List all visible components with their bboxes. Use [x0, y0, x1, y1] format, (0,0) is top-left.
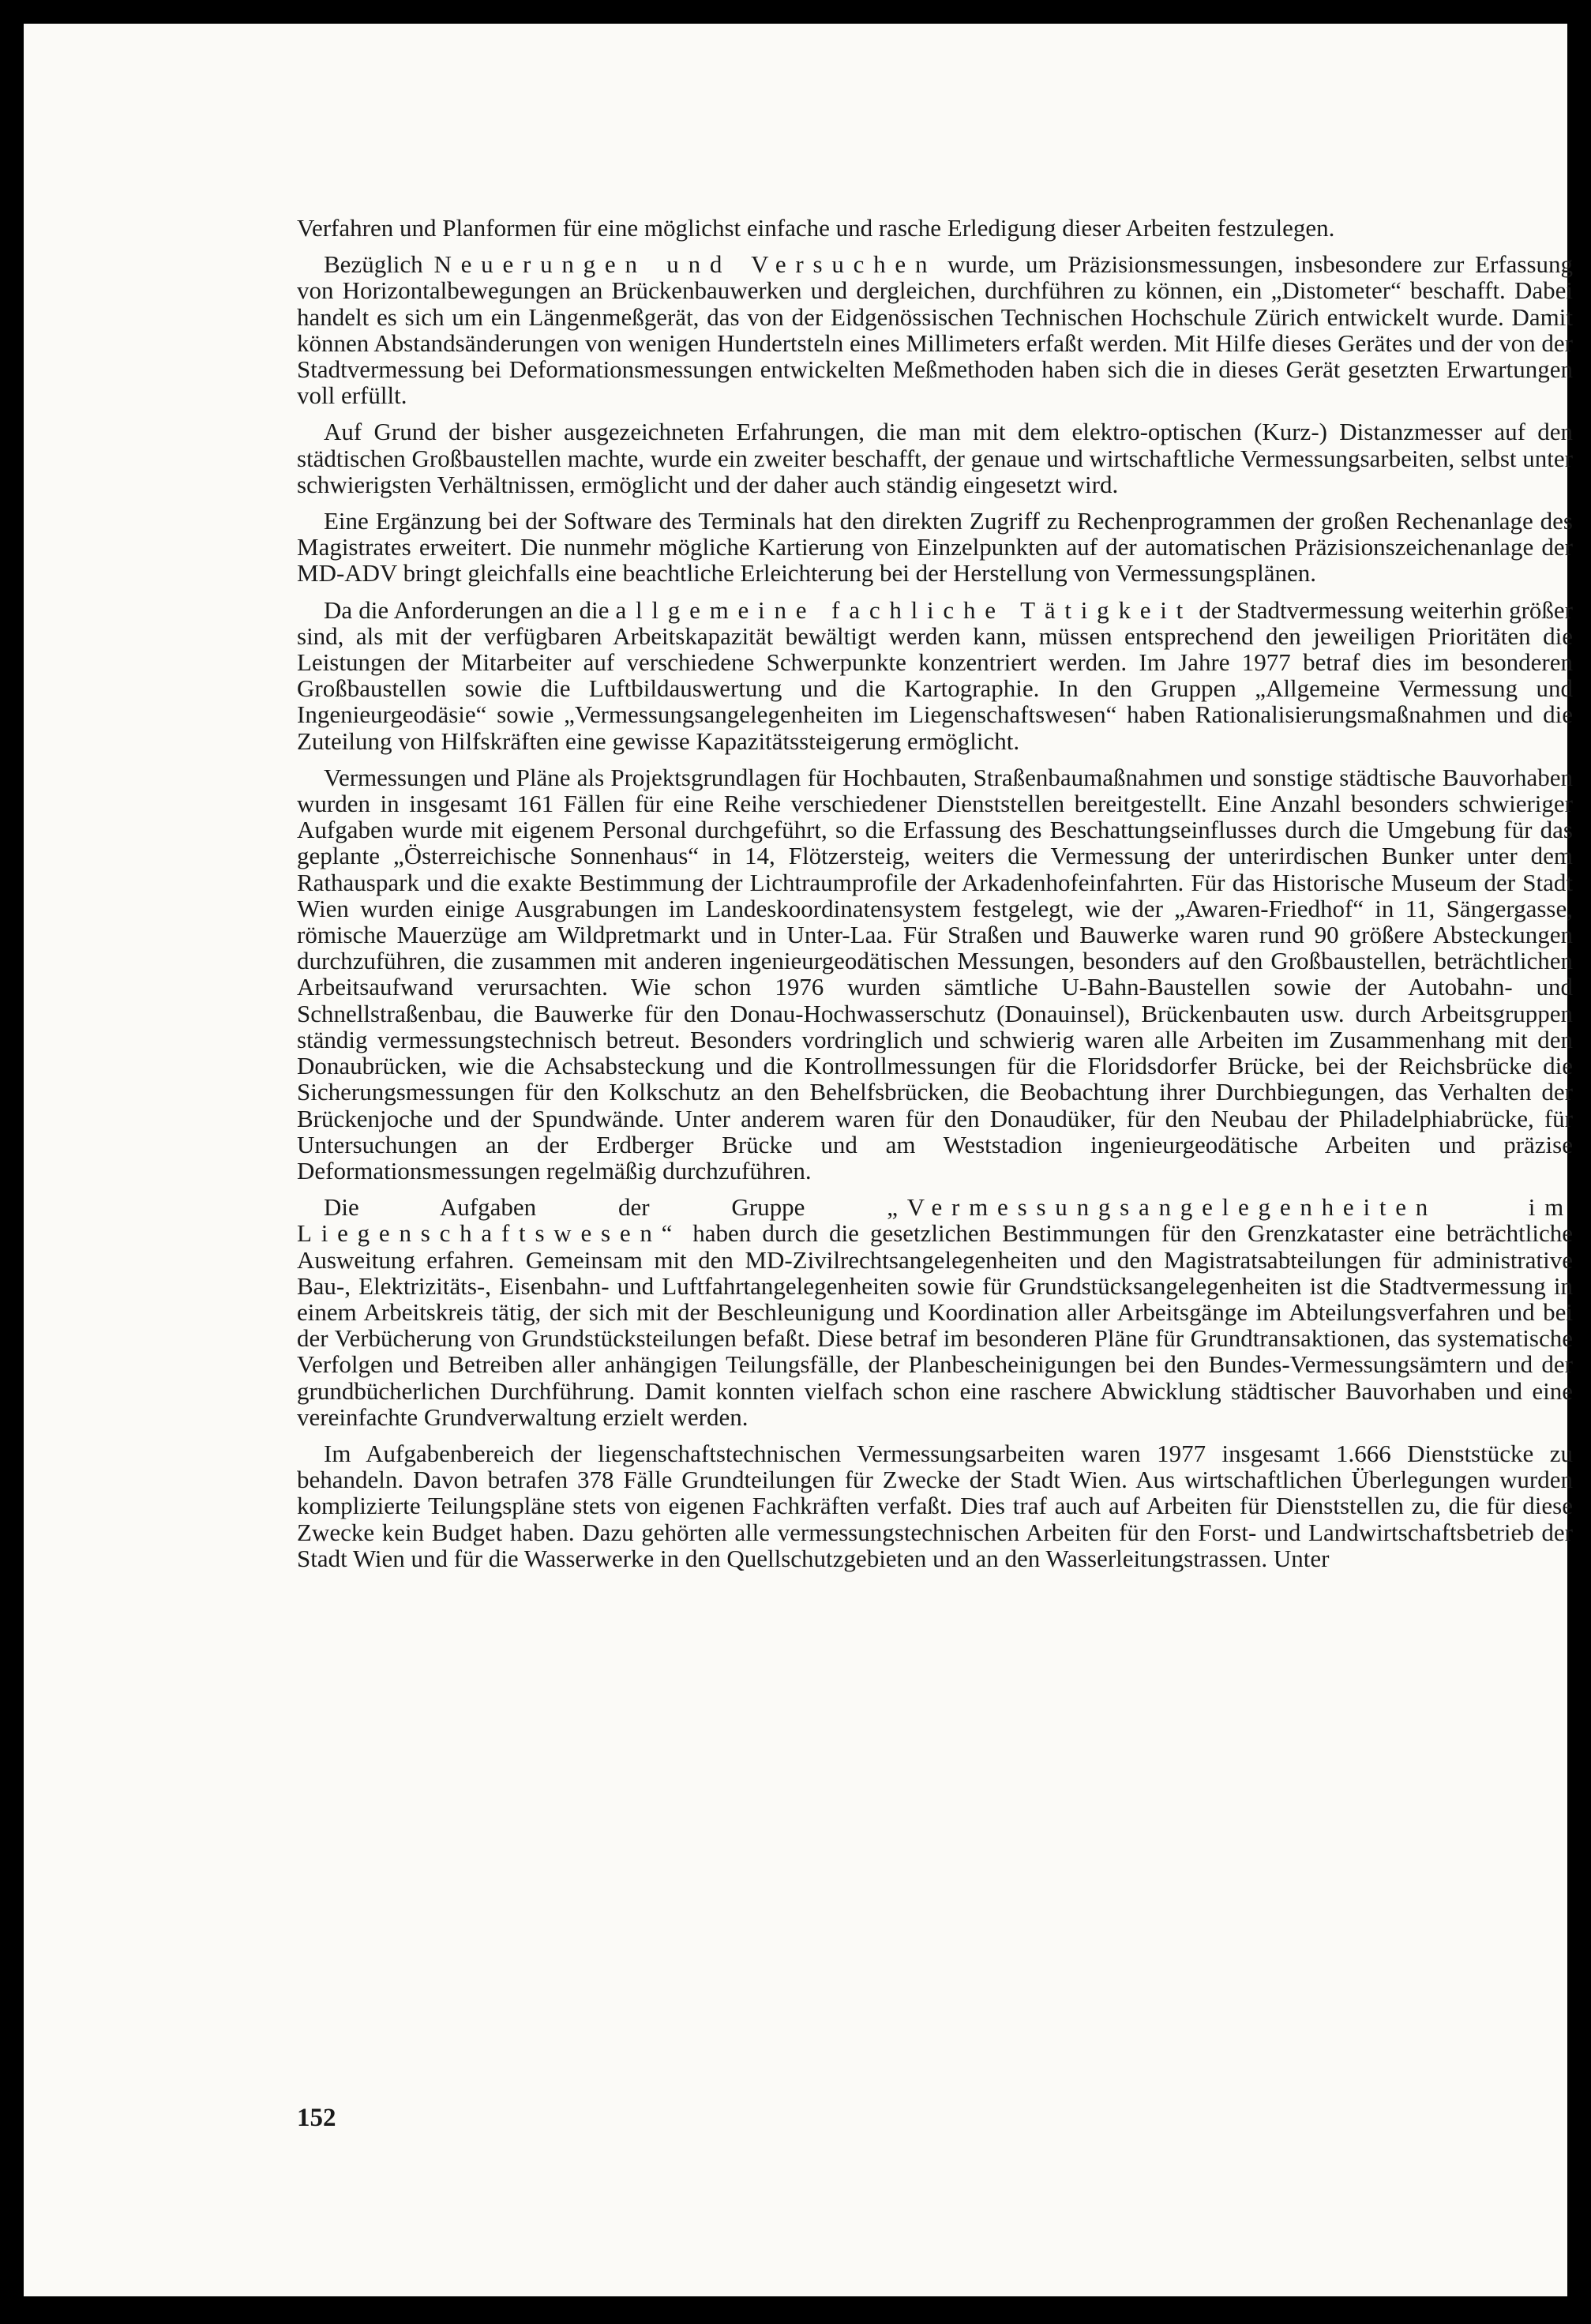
paragraph-2-rest: wurde, um Präzisionsmessungen, insbesondere zur Erfassung von Horizontalbewegungen an Brückenbauwerken und dergleichen, durchführen zu können, ein „Distometer“ beschafft. Dabei handelt es sich um ein Längenmeßgerät, das von der Eidgenössischen Technischen Hochschule Zürich entwickelt wurde. Damit können Abstandsänderungen von wenigen Hundertsteln eines Millimeters erfaßt werden. Mit Hilfe dieses Gerätes und der von der Stadtvermessung bei Deformationsmessungen entwickelten Meßmethoden haben sich die in dieses Gerät gesetzten Erwartungen voll erfüllt. — [297, 250, 1574, 410]
paragraph-7-rest: haben durch die gesetzlichen Bestimmungen für den Grenzkataster eine beträchtliche Ausweitung erfahren. Gemeinsam mit den MD-Zivilrechtsangelegenheiten und den Magistratsabteilungen für administrative Bau-, Elektrizitäts-, Eisenbahn- und Luftfahrtangelegenheiten sowie für Grundstücksangelegenheiten ist die Stadtvermessung in einem Arbeitskreis tätig, der sich mit der Beschleunigung und Koordination aller Arbeitsgänge im Abteilungsverfahren und bei der Verbücherung von Grundstücksteilungen befaßt. Diese betraf im besonderen Pläne für Grundtransaktionen, das systematische Verfolgen und Betreiben aller anhängigen Teilungsfälle, der Planbescheinigungen bei den Bundes-Vermessungsämtern und der grundbücherlichen Durchführung. Damit konnten vielfach schon eine raschere Abwicklung städtischer Bauvorhaben und eine vereinfachte Grundverwaltung erzielt werden. — [297, 1219, 1573, 1431]
page-number: 152 — [297, 2104, 336, 2132]
paragraph-8: Im Aufgabenbereich der liegenschaftstechnischen Vermessungsarbeiten waren 1977 insgesamt 1.666 Dienststücke zu behandeln. Davon betrafen 378 Fälle Grundteilungen für Zwecke der Stadt Wien. Aus wirtschaftlichen Überlegungen wurden komplizierte Teilungspläne stets von eigenen Fachkräften verfaßt. Dies traf auch auf Arbeiten für Dienststellen zu, die für diese Zwecke kein Budget haben. Dazu gehörten alle vermessungstechnischen Arbeiten für den Forst- und Landwirtschaftsbetrieb der Stadt Wien und für die Wasserwerke in den Quellschutzgebieten und an den Wasserleitungstrassen. Unter — [297, 1439, 1573, 1572]
paragraph-1: Verfahren und Planformen für eine möglichst einfache und rasche Erledigung dieser Arbeiten festzulegen. — [297, 214, 1335, 242]
paragraph-4: Eine Ergänzung bei der Software des Terminals hat den direkten Zugriff zu Rechenprogrammen der großen Rechenanlage des Magistrates erweitert. Die nunmehr mögliche Kartierung von Einzelpunkten auf der automatischen Präzisionszeichenanlage der MD-ADV bringt gleichfalls eine beachtliche Erleichterung bei der Herstellung von Vermessungsplänen. — [297, 507, 1573, 588]
document-page — [24, 24, 1574, 2296]
paragraph-7-lead: Die Aufgaben der Gruppe — [324, 1193, 887, 1222]
paragraph-3: Auf Grund der bisher ausgezeichneten Erfahrungen, die man mit dem elektro-optischen (Kurz-) Distanzmesser auf den städtischen Großbaustellen machte, wurde ein zweiter beschafft, der genaue und wirtschaftliche Vermessungsarbeiten, selbst unter schwierigsten Verhältnissen, ermöglicht und der daher auch ständig eingesetzt wird. — [297, 418, 1573, 498]
paragraph-5 — [297, 597, 1573, 754]
paragraph-5-rest: der Stadtvermessung weiterhin größer sind, als mit der verfügbaren Arbeitskapazität bewältigt werden kann, müssen entsprechend den jeweiligen Prioritäten die Leistungen der Mitarbeiter auf verschiedene Schwerpunkte konzentriert werden. Im Jahre 1977 betraf dies im besonderen Großbaustellen sowie die Luftbildauswertung und die Kartographie. In den Gruppen „Allgemeine Vermessung und Ingenieurgeodäsie“ sowie „Vermessungsangelegenheiten im Liegenschaftswesen“ haben Rationalisierungsmaßnahmen und die Zuteilung von Hilfskräften eine gewisse Kapazitätssteigerung ermöglicht. — [297, 595, 1573, 755]
paragraph-2-emphasis: Neuerungen und Versuchen — [433, 250, 937, 279]
paragraph-7 — [297, 1194, 1573, 1430]
paragraph-6: Vermessungen und Pläne als Projektsgrundlagen für Hochbauten, Straßenbaumaßnahmen und sonstige städtische Bauvorhaben wurden in insgesamt 161 Fällen für eine Reihe verschiedener Dienststellen bereitgestellt. Eine Anzahl besonders schwieriger Aufgaben wurde mit eigenem Personal durchgeführt, so die Erfassung des Beschattungseinflusses durch die Umgebung für das geplante „Österreichische Sonnenhaus“ in 14, Flötzersteig, weiters die Vermessung der unterirdischen Bunker unter dem Rathauspark und die exakte Bestimmung der Lichtraumprofile der Arkadenhofeinfahrten. Für das Historische Museum der Stadt Wien wurden einige Ausgrabungen im Landeskoordinatensystem festgelegt, wie der „Awaren-Friedhof“ in 11, Sängergasse, römische Mauerzüge am Wildpretmarkt und in Unter-Laa. Für Straßen und Bauwerke waren rund 90 größere Absteckungen durchzuführen, die zusammen mit anderen ingenieurgeodätischen Messungen, besonders auf den Großbaustellen, beträchtlichen Arbeitsaufwand verursachten. Wie schon 1976 wurden sämtliche U-Bahn-Baustellen sowie der Autobahn- und Schnellstraßenbau, die Bauwerke für den Donau-Hochwasserschutz (Donauinsel), Brückenbauten usw. durch Arbeitsgruppen ständig vermessungstechnisch betreut. Besonders vordringlich und schwierig waren alle Arbeiten im Zusammenhang mit den Donaubrücken, wie die Achsabsteckung und die Kontrollmessungen für die Floridsdorfer Brücke, bei der Reichsbrücke die Sicherungsmessungen für den Kolkschutz an den Behelfsbrücken, die Beobachtung ihrer Durchbiegungen, das Verhalten der Brückenjoche und der Spundwände. Unter anderem waren für den Donaudüker, für den Neubau der Philadelphiabrücke, für Untersuchungen an der Erdberger Brücke und am Weststadion ingenieurgeodätische Arbeiten und präzise Deformationsmessungen regelmäßig durchzuführen. — [297, 763, 1573, 1185]
paragraph-2 — [297, 251, 1573, 408]
paragraph-5-emphasis: allgemeine fachliche Tätigkeit — [615, 595, 1193, 624]
body-text — [297, 215, 1573, 1582]
paragraph-7-emphasis: „Vermessungsangelegenheiten im Liegenschaftswesen“ — [297, 1193, 1573, 1248]
paragraph-2-lead: Bezüglich — [324, 250, 434, 279]
paragraph-5-lead: Da die Anforderungen an die — [324, 595, 616, 624]
